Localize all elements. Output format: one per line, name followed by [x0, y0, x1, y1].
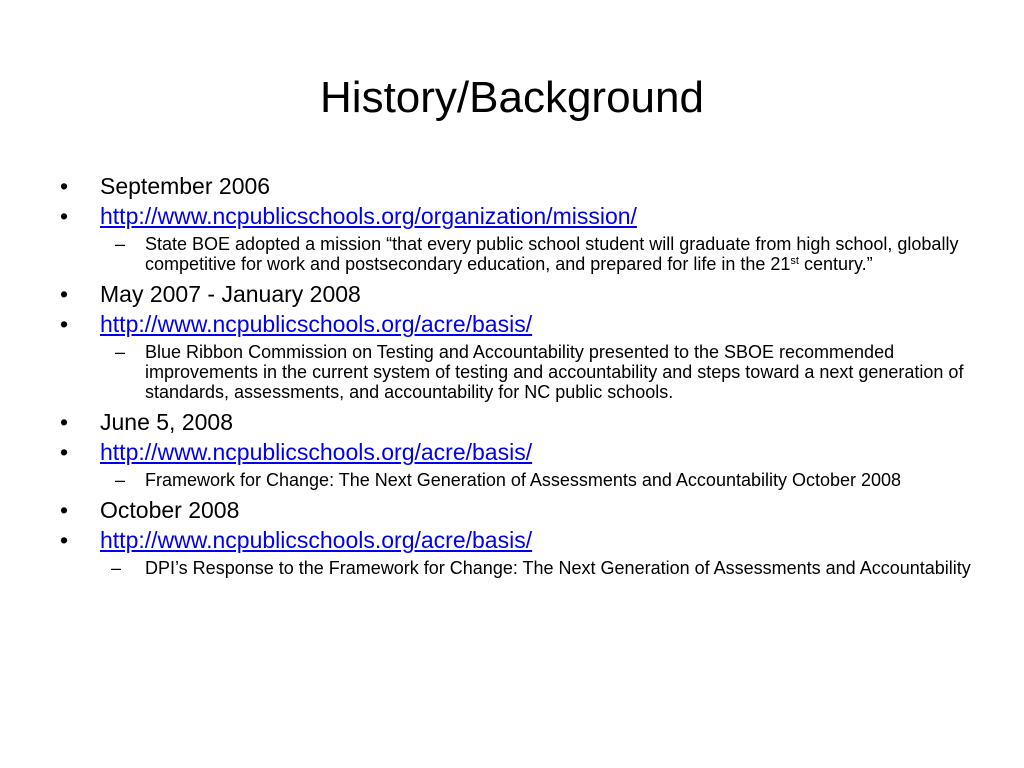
bullet-marker: •	[60, 203, 69, 229]
sub-item	[115, 234, 975, 274]
sub-text-blue-ribbon: Blue Ribbon Commission on Testing and Accountability presented to the SBOE recommended improvements in the current system of testing and accountability and steps toward a next generation of standards, assessments, and accountability for NC public schools.	[145, 342, 964, 402]
sub-text-framework: Framework for Change: The Next Generation of Assessments and Accountability October 2008	[145, 470, 902, 490]
link-acre-basis-1[interactable]: http://www.ncpublicschools.org/acre/basis/	[100, 311, 533, 337]
bullet-text-may-2007: May 2007 - January 2008	[100, 281, 361, 307]
sub-text-dpi-response: DPI’s Response to the Framework for Change: The Next Generation of Assessments and Accountability	[145, 558, 971, 578]
slide-content	[0, 171, 1024, 583]
bullet-item	[0, 201, 1024, 231]
sub-text-mission-post: century.”	[798, 254, 873, 274]
bullet-item	[0, 309, 1024, 339]
bullet-text-september-2006: September 2006	[100, 173, 271, 199]
bullet-marker: •	[60, 409, 69, 435]
sub-item	[115, 470, 975, 490]
bullet-marker: •	[60, 281, 69, 307]
bullet-item	[0, 437, 1024, 467]
link-acre-basis-3[interactable]: http://www.ncpublicschools.org/acre/basis/	[100, 527, 533, 553]
bullet-marker: •	[60, 173, 69, 199]
bullet-marker: •	[60, 497, 69, 523]
bullet-text-october-2008: October 2008	[100, 497, 240, 523]
slide-title: History/Background	[320, 73, 704, 122]
dash-marker: –	[115, 234, 126, 254]
dash-marker: –	[111, 558, 122, 578]
sub-item	[115, 342, 975, 402]
bullet-marker: •	[60, 439, 69, 465]
bullet-marker: •	[60, 311, 69, 337]
sub-text-mission-sup: st	[790, 255, 799, 267]
sub-text-mission-pre: State BOE adopted a mission “that every public school student will graduate from high school, globally competitive for work and postsecondary education, and prepared for life in the 21	[145, 234, 959, 274]
sub-item	[111, 558, 975, 578]
bullet-item	[0, 279, 1024, 309]
dash-marker: –	[115, 342, 126, 362]
bullet-text-june-2008: June 5, 2008	[100, 409, 234, 435]
dash-marker: –	[115, 470, 126, 490]
link-acre-basis-2[interactable]: http://www.ncpublicschools.org/acre/basis/	[100, 439, 533, 465]
bullet-item	[0, 171, 1024, 201]
bullet-marker: •	[60, 527, 69, 553]
bullet-item	[0, 495, 1024, 525]
bullet-item	[0, 525, 1024, 555]
bullet-item	[0, 407, 1024, 437]
link-mission[interactable]: http://www.ncpublicschools.org/organization/mission/	[100, 203, 637, 229]
